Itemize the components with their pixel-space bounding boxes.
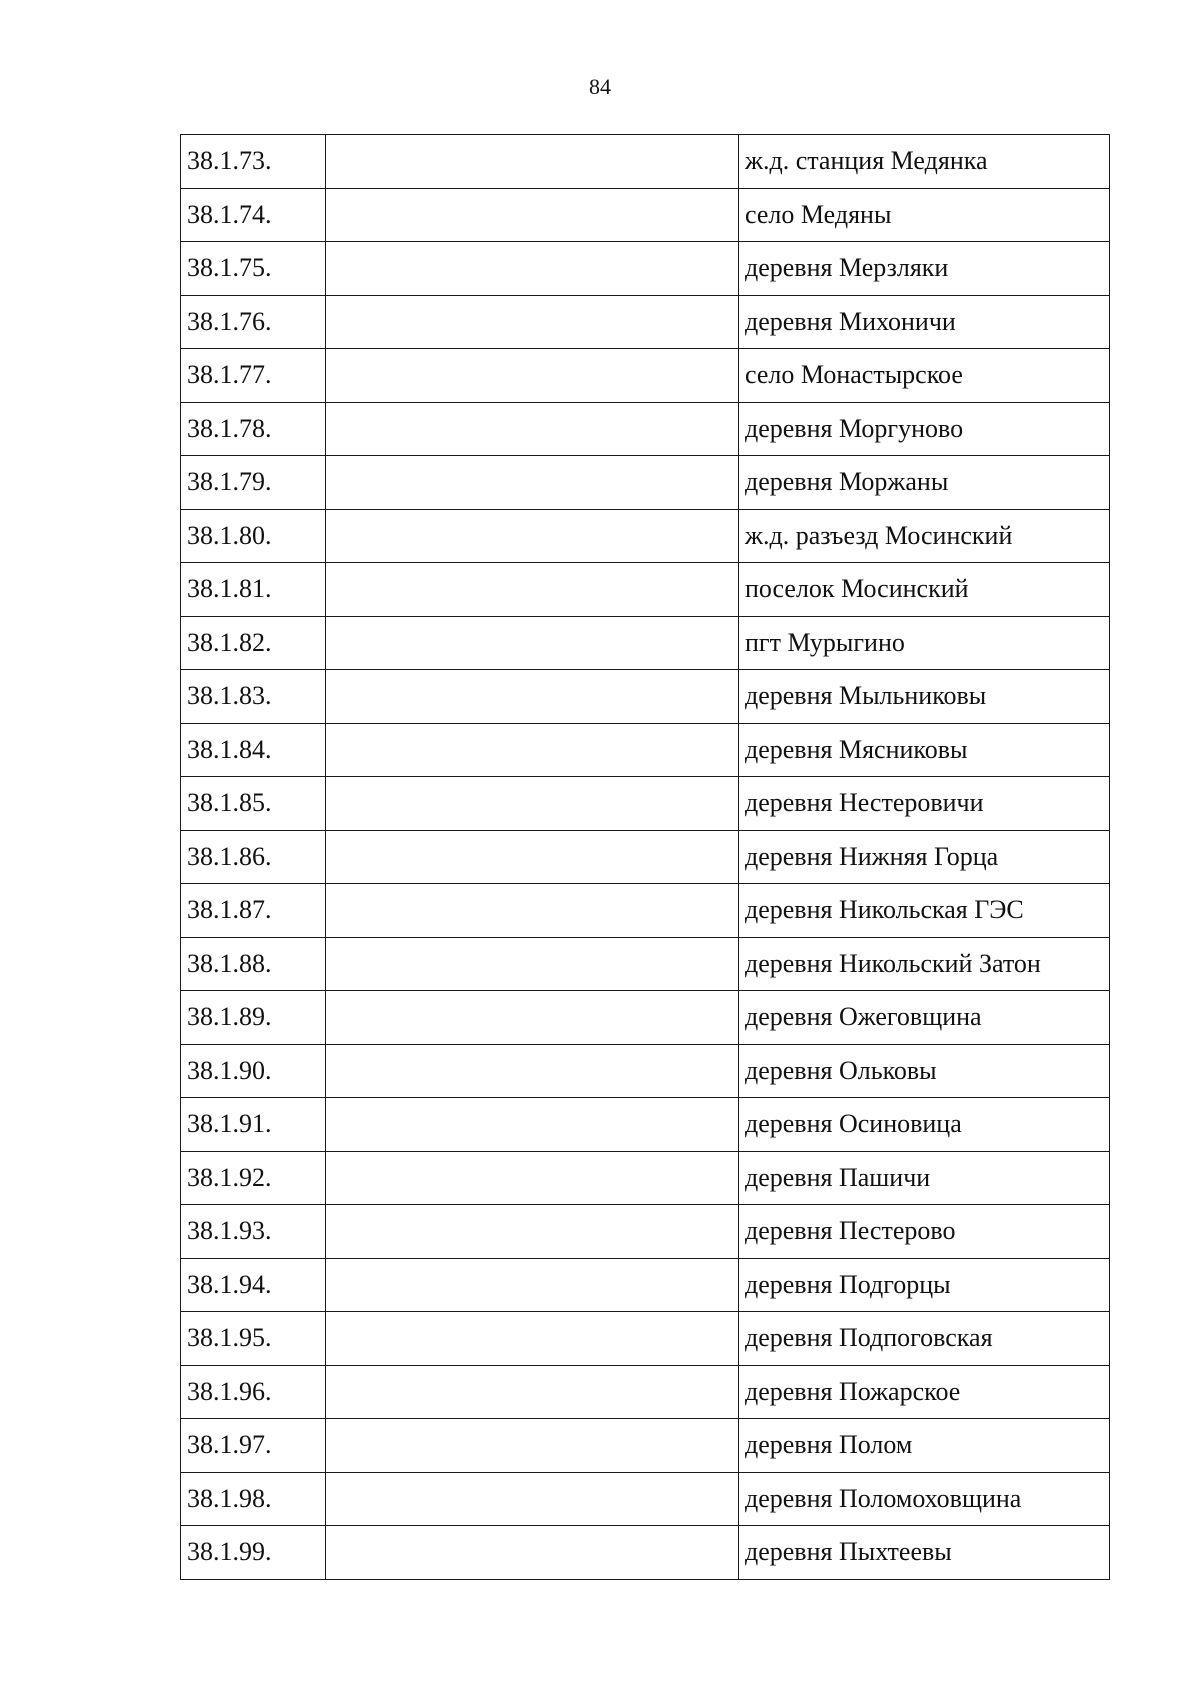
empty-cell (326, 884, 739, 938)
table-row (181, 991, 1110, 1045)
empty-cell (326, 777, 739, 831)
settlements-table (180, 134, 1110, 1580)
row-number-cell: 38.1.95. (181, 1312, 326, 1366)
settlement-name-cell: деревня Мерзляки (739, 242, 1110, 296)
table-row (181, 884, 1110, 938)
empty-cell (326, 1098, 739, 1152)
table-row (181, 563, 1110, 617)
row-number-cell: 38.1.91. (181, 1098, 326, 1152)
empty-cell (326, 509, 739, 563)
row-number-cell: 38.1.84. (181, 723, 326, 777)
row-number-cell: 38.1.88. (181, 937, 326, 991)
table-row (181, 1526, 1110, 1580)
table-row (181, 1312, 1110, 1366)
table-row (181, 1419, 1110, 1473)
settlement-name-cell: ж.д. разъезд Мосинский (739, 509, 1110, 563)
settlement-name-cell: деревня Подгорцы (739, 1258, 1110, 1312)
settlement-name-cell: село Медяны (739, 188, 1110, 242)
empty-cell (326, 1151, 739, 1205)
row-number-cell: 38.1.89. (181, 991, 326, 1045)
settlement-name-cell: деревня Осиновица (739, 1098, 1110, 1152)
table-row (181, 1205, 1110, 1259)
row-number-cell: 38.1.82. (181, 616, 326, 670)
settlement-name-cell: деревня Полом (739, 1419, 1110, 1473)
table-row (181, 937, 1110, 991)
settlement-name-cell: поселок Мосинский (739, 563, 1110, 617)
table-row (181, 1365, 1110, 1419)
empty-cell (326, 402, 739, 456)
row-number-cell: 38.1.76. (181, 295, 326, 349)
empty-cell (326, 1365, 739, 1419)
table-row (181, 1472, 1110, 1526)
empty-cell (326, 135, 739, 189)
empty-cell (326, 295, 739, 349)
settlement-name-cell: деревня Моргуново (739, 402, 1110, 456)
row-number-cell: 38.1.93. (181, 1205, 326, 1259)
row-number-cell: 38.1.90. (181, 1044, 326, 1098)
table-body (181, 135, 1110, 1580)
table-row (181, 1098, 1110, 1152)
row-number-cell: 38.1.78. (181, 402, 326, 456)
settlement-name-cell: деревня Ольковы (739, 1044, 1110, 1098)
settlement-name-cell: деревня Нижняя Горца (739, 830, 1110, 884)
table-row (181, 616, 1110, 670)
empty-cell (326, 349, 739, 403)
empty-cell (326, 1472, 739, 1526)
empty-cell (326, 1312, 739, 1366)
settlement-name-cell: пгт Мурыгино (739, 616, 1110, 670)
row-number-cell: 38.1.77. (181, 349, 326, 403)
empty-cell (326, 1044, 739, 1098)
row-number-cell: 38.1.85. (181, 777, 326, 831)
settlement-name-cell: деревня Пестерово (739, 1205, 1110, 1259)
row-number-cell: 38.1.75. (181, 242, 326, 296)
table-row (181, 242, 1110, 296)
row-number-cell: 38.1.98. (181, 1472, 326, 1526)
row-number-cell: 38.1.96. (181, 1365, 326, 1419)
settlement-name-cell: деревня Мясниковы (739, 723, 1110, 777)
settlement-name-cell: деревня Пыхтеевы (739, 1526, 1110, 1580)
table-row (181, 723, 1110, 777)
settlement-name-cell: ж.д. станция Медянка (739, 135, 1110, 189)
settlement-name-cell: деревня Никольский Затон (739, 937, 1110, 991)
empty-cell (326, 456, 739, 510)
settlement-name-cell: деревня Пожарское (739, 1365, 1110, 1419)
table-row (181, 402, 1110, 456)
empty-cell (326, 723, 739, 777)
empty-cell (326, 830, 739, 884)
table-row (181, 1044, 1110, 1098)
settlement-name-cell: деревня Мыльниковы (739, 670, 1110, 724)
settlement-name-cell: деревня Ожеговщина (739, 991, 1110, 1045)
settlement-name-cell: деревня Михоничи (739, 295, 1110, 349)
settlement-name-cell: деревня Моржаны (739, 456, 1110, 510)
empty-cell (326, 1526, 739, 1580)
settlement-name-cell: деревня Пашичи (739, 1151, 1110, 1205)
empty-cell (326, 1419, 739, 1473)
table-row (181, 509, 1110, 563)
settlement-name-cell: деревня Нестеровичи (739, 777, 1110, 831)
row-number-cell: 38.1.99. (181, 1526, 326, 1580)
empty-cell (326, 937, 739, 991)
table-row (181, 135, 1110, 189)
row-number-cell: 38.1.79. (181, 456, 326, 510)
row-number-cell: 38.1.80. (181, 509, 326, 563)
empty-cell (326, 1205, 739, 1259)
table-row (181, 349, 1110, 403)
settlement-name-cell: деревня Подпоговская (739, 1312, 1110, 1366)
table-row (181, 188, 1110, 242)
row-number-cell: 38.1.86. (181, 830, 326, 884)
settlement-name-cell: деревня Поломоховщина (739, 1472, 1110, 1526)
table-row (181, 1258, 1110, 1312)
row-number-cell: 38.1.74. (181, 188, 326, 242)
table-row (181, 456, 1110, 510)
row-number-cell: 38.1.97. (181, 1419, 326, 1473)
empty-cell (326, 563, 739, 617)
table-row (181, 295, 1110, 349)
empty-cell (326, 991, 739, 1045)
row-number-cell: 38.1.94. (181, 1258, 326, 1312)
empty-cell (326, 1258, 739, 1312)
row-number-cell: 38.1.92. (181, 1151, 326, 1205)
row-number-cell: 38.1.73. (181, 135, 326, 189)
settlement-name-cell: деревня Никольская ГЭС (739, 884, 1110, 938)
page-number: 84 (589, 74, 611, 99)
settlement-name-cell: село Монастырское (739, 349, 1110, 403)
table-row (181, 777, 1110, 831)
row-number-cell: 38.1.87. (181, 884, 326, 938)
empty-cell (326, 188, 739, 242)
table-row (181, 1151, 1110, 1205)
empty-cell (326, 242, 739, 296)
empty-cell (326, 670, 739, 724)
table-row (181, 830, 1110, 884)
table-row (181, 670, 1110, 724)
row-number-cell: 38.1.83. (181, 670, 326, 724)
empty-cell (326, 616, 739, 670)
row-number-cell: 38.1.81. (181, 563, 326, 617)
